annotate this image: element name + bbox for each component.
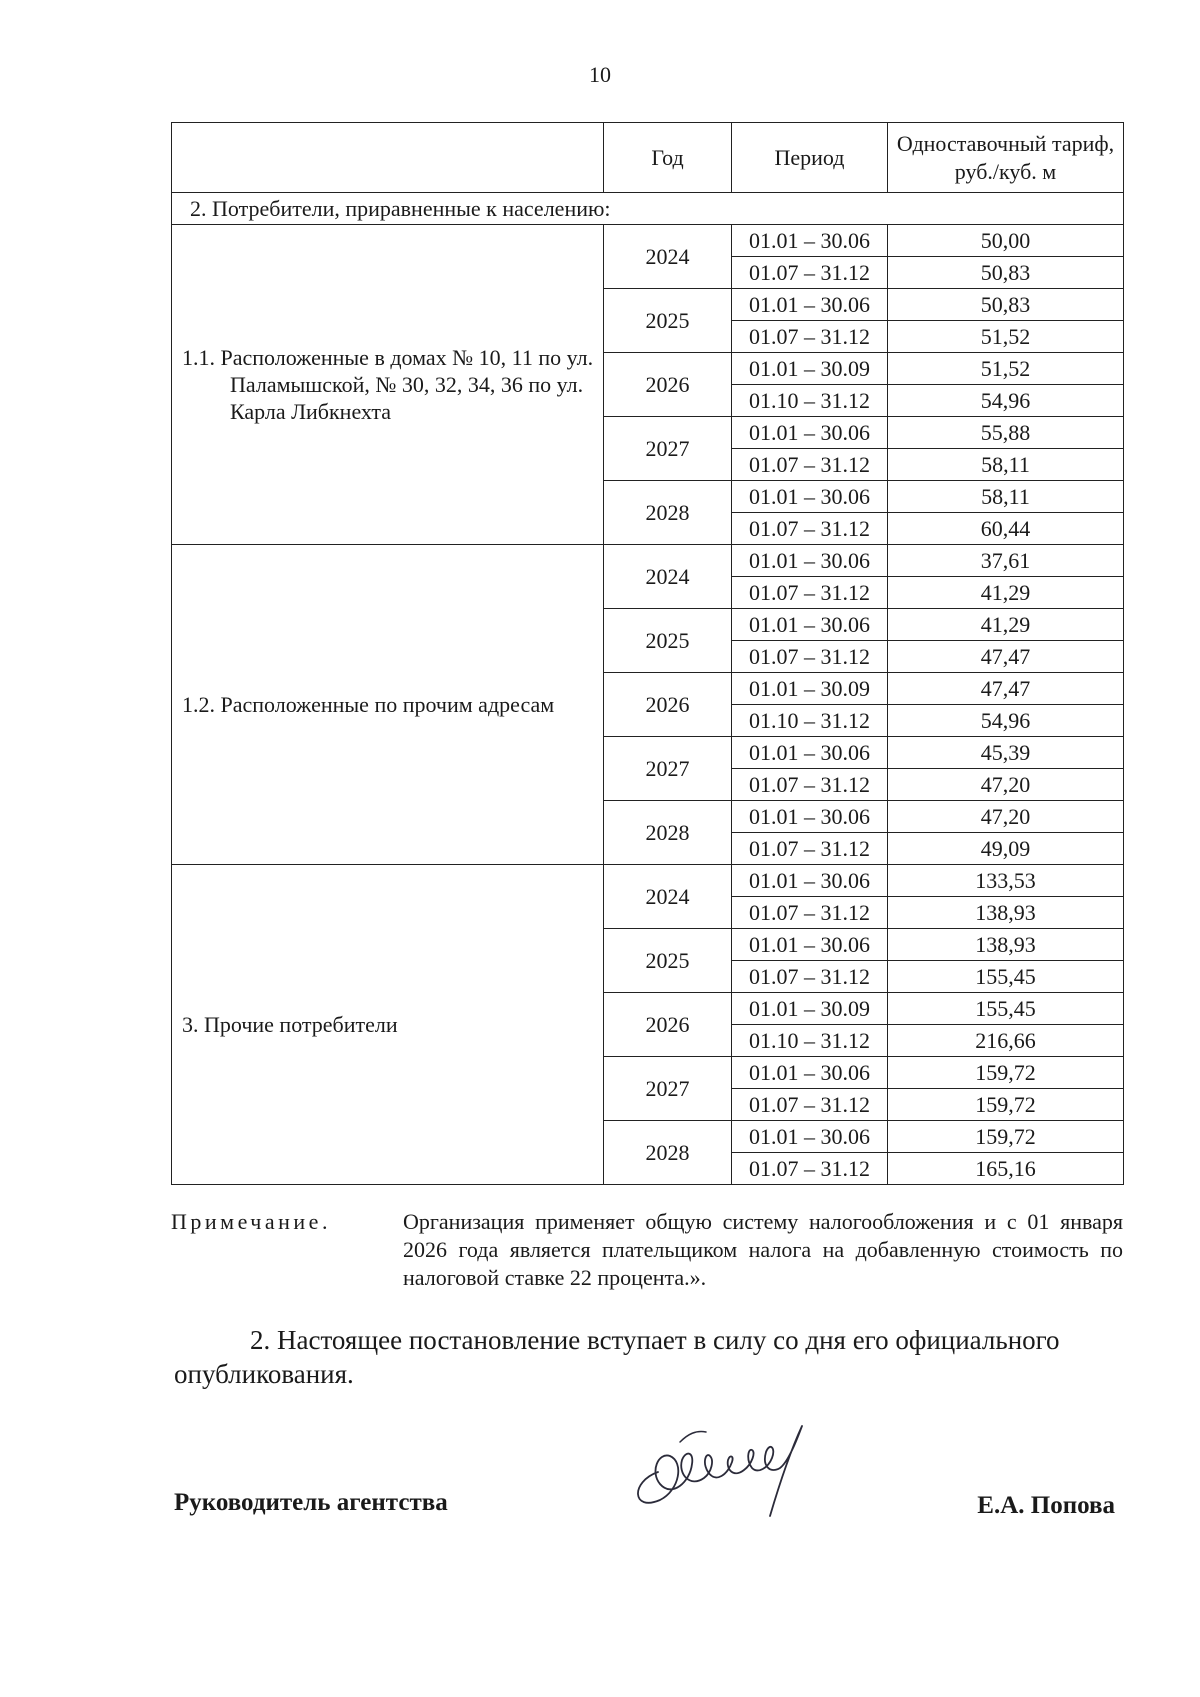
category-label: 1.2. Расположенные по прочим адресам (182, 692, 555, 717)
header-tariff: Одноставочный тариф, руб./куб. м (888, 123, 1124, 193)
period-cell: 01.07 – 31.12 (732, 1153, 888, 1185)
table-row (172, 225, 1124, 257)
clause-effective-date: 2. Настоящее постановление вступает в силу со дня его официального опубликования. (174, 1325, 1060, 1389)
period-cell: 01.01 – 30.09 (732, 673, 888, 705)
category-cell (172, 545, 604, 865)
note-text: Организация применяет общую систему налогообложения и с 01 января 2026 года является плательщиком налога на добавленную стоимость по налоговой ставке 22 процента.». (403, 1209, 1123, 1290)
table-row (172, 545, 1124, 577)
year-cell: 2028 (604, 1121, 732, 1185)
period-cell: 01.01 – 30.06 (732, 289, 888, 321)
period-cell: 01.10 – 31.12 (732, 1025, 888, 1057)
tariff-cell: 138,93 (888, 897, 1124, 929)
page-number: 10 (589, 62, 611, 87)
tariff-cell: 58,11 (888, 481, 1124, 513)
year-cell: 2026 (604, 353, 732, 417)
period-cell: 01.01 – 30.06 (732, 481, 888, 513)
tariff-cell: 41,29 (888, 609, 1124, 641)
tariff-cell: 216,66 (888, 1025, 1124, 1057)
tariff-cell: 49,09 (888, 833, 1124, 865)
tariff-cell: 51,52 (888, 321, 1124, 353)
year-cell: 2026 (604, 673, 732, 737)
tariff-cell: 159,72 (888, 1121, 1124, 1153)
year-cell: 2026 (604, 993, 732, 1057)
period-cell: 01.01 – 30.09 (732, 353, 888, 385)
period-cell: 01.07 – 31.12 (732, 897, 888, 929)
group-heading: 2. Потребители, приравненные к населению: (172, 193, 1124, 225)
signer-title: Руководитель агентства (174, 1489, 448, 1516)
year-cell: 2027 (604, 1057, 732, 1121)
period-cell: 01.01 – 30.06 (732, 1121, 888, 1153)
tariff-cell: 58,11 (888, 449, 1124, 481)
tariff-cell: 51,52 (888, 353, 1124, 385)
tariff-cell: 165,16 (888, 1153, 1124, 1185)
tariff-cell: 50,83 (888, 289, 1124, 321)
period-cell: 01.07 – 31.12 (732, 257, 888, 289)
period-cell: 01.01 – 30.06 (732, 1057, 888, 1089)
tariff-cell: 47,47 (888, 673, 1124, 705)
period-cell: 01.01 – 30.06 (732, 545, 888, 577)
period-cell: 01.07 – 31.12 (732, 641, 888, 673)
tariff-cell: 47,20 (888, 801, 1124, 833)
year-cell: 2028 (604, 801, 732, 865)
year-cell: 2028 (604, 481, 732, 545)
category-cell (172, 225, 604, 545)
period-cell: 01.01 – 30.06 (732, 929, 888, 961)
period-cell: 01.01 – 30.06 (732, 737, 888, 769)
period-cell: 01.07 – 31.12 (732, 769, 888, 801)
period-cell: 01.01 – 30.06 (732, 801, 888, 833)
table-row (172, 865, 1124, 897)
year-cell: 2024 (604, 225, 732, 289)
tariff-cell: 155,45 (888, 993, 1124, 1025)
tariff-cell: 50,83 (888, 257, 1124, 289)
period-cell: 01.07 – 31.12 (732, 577, 888, 609)
note-label: Примечание. (171, 1209, 331, 1234)
table-body (172, 193, 1124, 1185)
category-label: 1.1. Расположенные в домах № 10, 11 по ул. Паламышской, № 30, 32, 34, 36 по ул. Карла Либкнехта (182, 345, 594, 424)
category-label: 3. Прочие потребители (182, 1012, 398, 1037)
period-cell: 01.07 – 31.12 (732, 833, 888, 865)
header-year: Год (604, 123, 732, 193)
tariff-cell: 50,00 (888, 225, 1124, 257)
period-cell: 01.01 – 30.06 (732, 609, 888, 641)
year-cell: 2027 (604, 417, 732, 481)
period-cell: 01.07 – 31.12 (732, 449, 888, 481)
year-cell: 2025 (604, 929, 732, 993)
tariff-cell: 41,29 (888, 577, 1124, 609)
period-cell: 01.10 – 31.12 (732, 385, 888, 417)
tariff-cell: 47,20 (888, 769, 1124, 801)
period-cell: 01.07 – 31.12 (732, 961, 888, 993)
year-cell: 2027 (604, 737, 732, 801)
period-cell: 01.01 – 30.09 (732, 993, 888, 1025)
tariff-table (171, 122, 1124, 1185)
signer-name: Е.А. Попова (977, 1492, 1115, 1519)
period-cell: 01.07 – 31.12 (732, 513, 888, 545)
tariff-cell: 138,93 (888, 929, 1124, 961)
header-period: Период (732, 123, 888, 193)
period-cell: 01.01 – 30.06 (732, 225, 888, 257)
tariff-cell: 54,96 (888, 385, 1124, 417)
tariff-cell: 159,72 (888, 1057, 1124, 1089)
period-cell: 01.07 – 31.12 (732, 321, 888, 353)
header-category (172, 123, 604, 193)
tariff-cell: 133,53 (888, 865, 1124, 897)
year-cell: 2025 (604, 609, 732, 673)
tariff-cell: 159,72 (888, 1089, 1124, 1121)
tariff-cell: 54,96 (888, 705, 1124, 737)
tariff-cell: 47,47 (888, 641, 1124, 673)
year-cell: 2024 (604, 865, 732, 929)
tariff-cell: 155,45 (888, 961, 1124, 993)
category-cell (172, 865, 604, 1185)
tariff-cell: 45,39 (888, 737, 1124, 769)
signature (620, 1412, 820, 1522)
group-heading-row (172, 193, 1124, 225)
tariff-cell: 55,88 (888, 417, 1124, 449)
period-cell: 01.07 – 31.12 (732, 1089, 888, 1121)
year-cell: 2024 (604, 545, 732, 609)
period-cell: 01.10 – 31.12 (732, 705, 888, 737)
tariff-cell: 60,44 (888, 513, 1124, 545)
tariff-cell: 37,61 (888, 545, 1124, 577)
year-cell: 2025 (604, 289, 732, 353)
period-cell: 01.01 – 30.06 (732, 417, 888, 449)
table-header-row (172, 123, 1124, 193)
period-cell: 01.01 – 30.06 (732, 865, 888, 897)
